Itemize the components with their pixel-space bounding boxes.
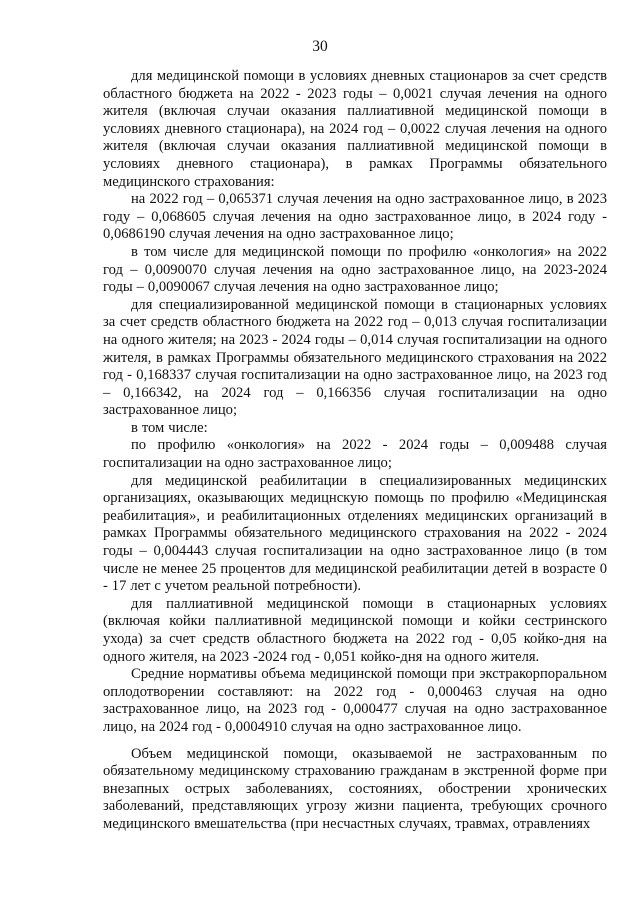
paragraph-rehabilitation: для медицинской реабилитации в специализированных медицинских организациях, оказывающих медицнскую помощь по профилю «Медицинская реабилитация», и реабилитационных отделениях медицинских организаций в рамках Программы обязательного медицинского страхования на 2022 - 2024 годы – 0,004443 случая госпитализации на одно застрахованное лицо (в том числе не менее 25 процентов для медицинской реабилитации детей в возрасте 0 - 17 лет с учетом реальной потребности).: [103, 472, 607, 595]
paragraph-including: в том числе:: [131, 419, 208, 436]
paragraph-day-hospital-oncology: в том числе для медицинской помощи по профилю «онкология» на 2022 год – 0,0090070 случая лечения на одно застрахованное лицо, на 2023-2024 годы – 0,0090067 случая лечения на одно застрахованное лицо;: [103, 243, 607, 296]
paragraph-uninsured: Объем медицинской помощи, оказываемой не застрахованным по обязательному медицинскому страхованию гражданам в экстренной форме при внезапных острых заболеваниях, состояниях, обострении хронических заболеваний, представляющих угрозу жизни пациента, требующих срочного медицинского вмешательства (при несчастных случаях, травмах, отравлениях: [103, 745, 607, 832]
paragraph-inpatient-specialized: для специализированной медицинской помощи в стационарных условиях за счет средств областного бюджета на 2022 год – 0,013 случая госпитализации на одного жителя; на 2023 - 2024 годы – 0,014 случая госпитализации на одного жителя, в рамках Программы обязательного медицинского страхования на 2022 год - 0,168337 случая госпитализации на одно застрахованное лицо, на 2023 год – 0,166342, на 2024 год – 0,166356 случая госпитализации на одно застрахованное лицо;: [103, 296, 607, 419]
paragraph-ivf: Средние нормативы объема медицинской помощи при экстракорпоральном оплодотворении составляют: на 2022 год - 0,000463 случая на одно застрахованное лицо, на 2023 год - 0,000477 случая на одно застрахованное лицо, на 2024 год - 0,0004910 случая на одно застрахованное лицо.: [103, 666, 607, 735]
document-body: [103, 68, 607, 834]
paragraph-day-hospital-oms: на 2022 год – 0,065371 случая лечения на одно застрахованное лицо, в 2023 году – 0,068605 случая лечения на одно застрахованное лицо, в 2024 году - 0,0686190 случая лечения на одно застрахованное лицо;: [103, 191, 607, 243]
page-number: 30: [312, 38, 328, 55]
paragraph-inpatient-oncology: по профилю «онкология» на 2022 - 2024 годы – 0,009488 случая госпитализации на одно застрахованное лицо;: [103, 437, 607, 472]
paragraph-palliative: для паллиативной медицинской помощи в стационарных условиях (включая койки паллиативной медицинской помощи и койки сестринского ухода) за счет средств областного бюджета на 2022 год - 0,05 койко-дня на одного жителя, на 2023 -2024 год - 0,051 койко-дня на одного жителя.: [103, 595, 607, 665]
paragraph-day-hospital: для медицинской помощи в условиях дневных стационаров за счет средств областного бюджета на 2022 - 2023 годы – 0,0021 случая лечения на одного жителя (включая случаи оказания паллиативной медицинской помощи в условиях дневного стационара), на 2024 год – 0,0022 случая лечения на одного жителя (включая случаи оказания паллиативной медицинской помощи в условиях дневного стационара), в рамках Программы обязательного медицинского страхования:: [103, 68, 607, 190]
